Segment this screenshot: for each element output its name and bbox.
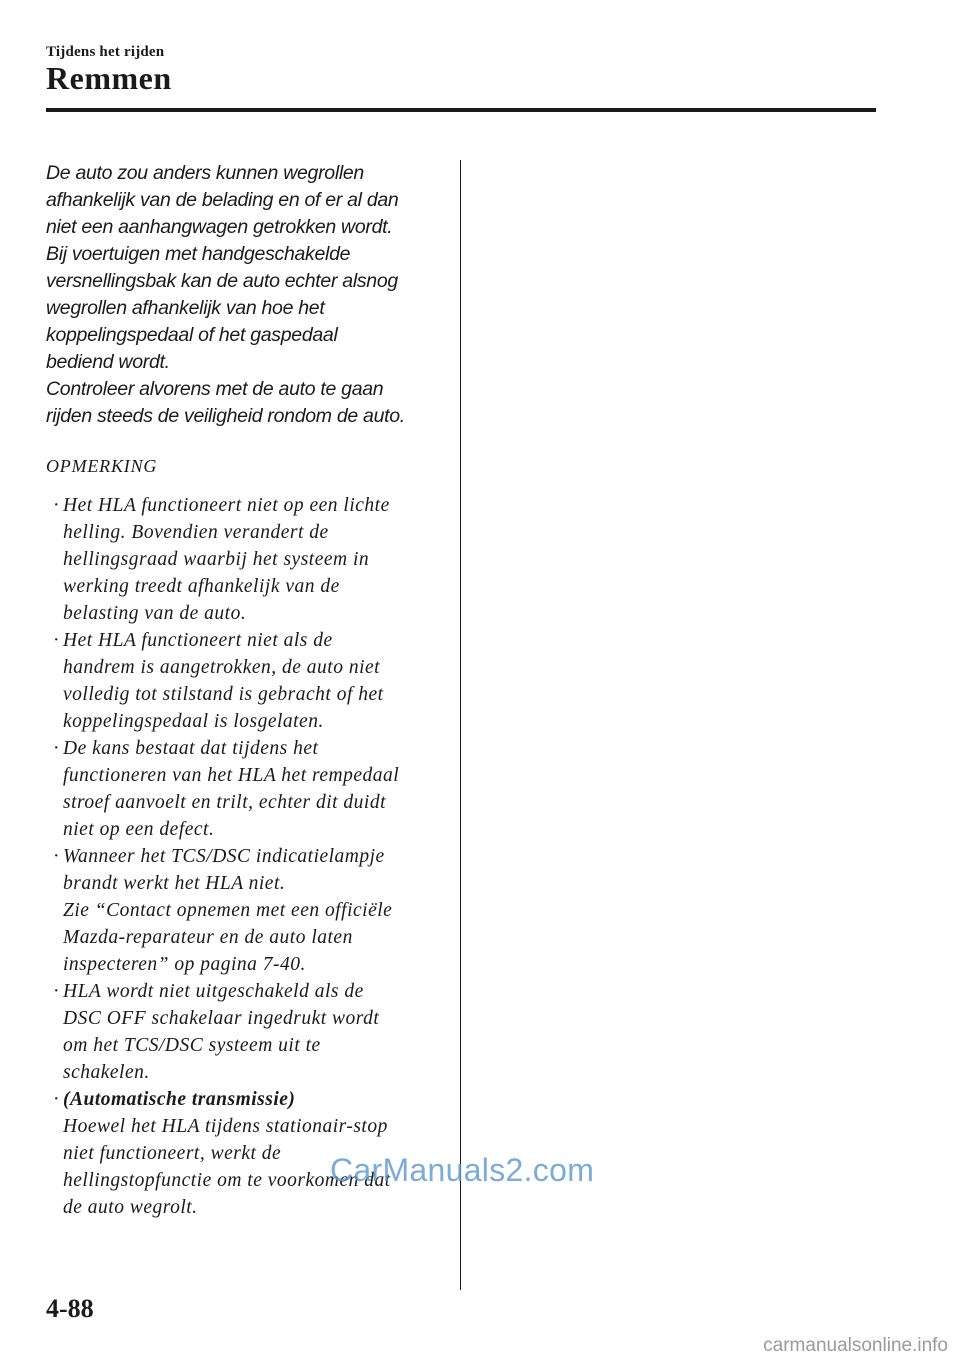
warning-line: Controleer alvorens met de auto te gaan: [46, 378, 384, 400]
warning-line: koppelingspedaal of het gaspedaal: [46, 324, 338, 346]
note-line: DSC OFF schakelaar ingedrukt wordt: [63, 1008, 380, 1029]
note-line: hellingsgraad waarbij het systeem in: [63, 549, 370, 570]
note-heading: OPMERKING: [46, 456, 158, 476]
note-line: Het HLA functioneert niet op een lichte: [63, 495, 390, 516]
note-line: brandt werkt het HLA niet.: [63, 873, 286, 894]
bullet-icon: ·: [53, 738, 60, 759]
note-line: niet op een defect.: [63, 819, 215, 840]
cross-reference: inspecteren” op pagina 7-40.: [63, 954, 306, 975]
footer-watermark: carmanualsonline.info: [763, 1335, 948, 1356]
note-item: [46, 627, 446, 735]
warning-line: Bij voertuigen met handgeschakelde: [46, 243, 351, 265]
note-line: belasting van de auto.: [63, 603, 247, 624]
note-item: [46, 492, 446, 627]
note-line: stroef aanvoelt en trilt, echter dit duidt: [63, 792, 387, 813]
page-number: 4-88: [46, 1294, 94, 1323]
warning-text: [46, 160, 446, 430]
column-divider: [460, 160, 461, 1290]
cross-reference: Mazda-reparateur en de auto laten: [63, 927, 353, 948]
bullet-icon: ·: [53, 1089, 60, 1110]
note-line: de auto wegrolt.: [63, 1197, 198, 1218]
note-line: functioneren van het HLA het rempedaal: [63, 765, 400, 786]
note-line: volledig tot stilstand is gebracht of het: [63, 684, 384, 705]
note-line: Wanneer het TCS/DSC indicatielampje: [63, 846, 385, 867]
note-line: HLA wordt niet uitgeschakeld als de: [63, 981, 364, 1002]
note-line: hellingstopfunctie om te voorkomen dat: [63, 1170, 391, 1191]
bullet-icon: ·: [53, 495, 60, 516]
bullet-icon: ·: [53, 846, 60, 867]
warning-line: bediend wordt.: [46, 351, 170, 373]
note-line: handrem is aangetrokken, de auto niet: [63, 657, 381, 678]
note-line: koppelingspedaal is losgelaten.: [63, 711, 324, 732]
note-line: schakelen.: [63, 1062, 150, 1083]
note-line: helling. Bovendien verandert de: [63, 522, 329, 543]
note-line: Hoewel het HLA tijdens stationair-stop: [63, 1116, 388, 1137]
warning-line: niet een aanhangwagen getrokken wordt.: [46, 216, 393, 238]
note-item-title: (Automatische transmissie): [63, 1089, 296, 1110]
note-line: werking treedt afhankelijk van de: [63, 576, 340, 597]
warning-line: afhankelijk van de belading en of er al dan: [46, 189, 399, 211]
note-item: [46, 843, 446, 978]
bullet-icon: ·: [53, 981, 60, 1002]
chapter-title: Remmen: [46, 60, 172, 96]
bullet-icon: ·: [53, 630, 60, 651]
note-item: [46, 735, 446, 843]
warning-line: versnellingsbak kan de auto echter alsnog: [46, 270, 398, 292]
note-line: Het HLA functioneert niet als de: [63, 630, 333, 651]
cross-reference: Zie “Contact opnemen met een officiële: [63, 900, 393, 921]
watermark: CarManuals2.com: [330, 1152, 595, 1188]
warning-line: De auto zou anders kunnen wegrollen: [46, 162, 364, 184]
warning-line: rijden steeds de veiligheid rondom de auto.: [46, 405, 405, 427]
note-line: niet functioneert, werkt de: [63, 1143, 282, 1164]
note-item: [46, 978, 446, 1086]
section-label: Tijdens het rijden: [46, 44, 165, 60]
header-rule: [46, 108, 876, 112]
note-line: De kans bestaat dat tijdens het: [63, 738, 319, 759]
warning-line: wegrollen afhankelijk van hoe het: [46, 297, 325, 319]
note-line: om het TCS/DSC systeem uit te: [63, 1035, 321, 1056]
note-list: [46, 492, 446, 1221]
